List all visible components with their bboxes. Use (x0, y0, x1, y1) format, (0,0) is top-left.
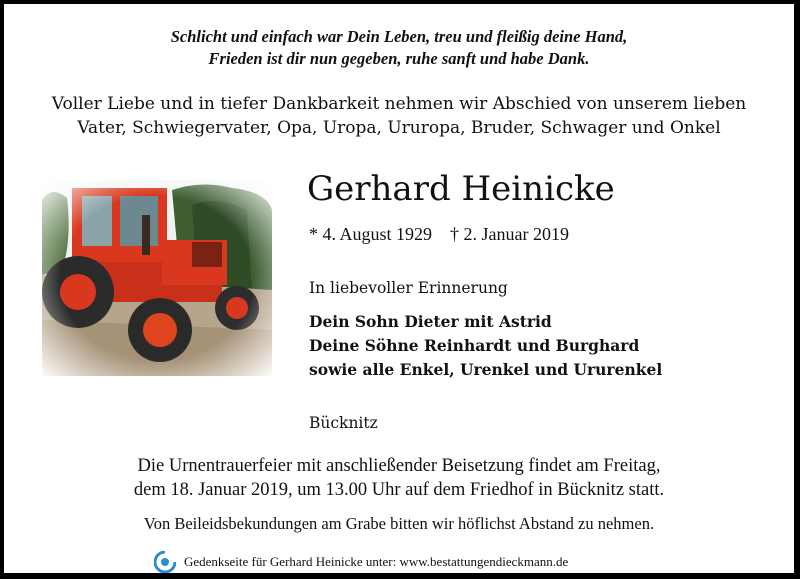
mourners-list (309, 310, 662, 382)
memorial-logo-icon (154, 551, 176, 573)
intro-text (4, 92, 794, 140)
ceremony-notice (4, 454, 794, 502)
ceremony-line-1: Die Urnentrauerfeier mit anschließender Beisetzung findet am Freitag, (137, 456, 661, 476)
mourner-line: Dein Sohn Dieter mit Astrid (309, 312, 552, 331)
footer (154, 551, 568, 573)
memorial-page-link[interactable]: Gedenkseite für Gerhard Heinicke unter: www.bestattungendieckmann.de (184, 554, 569, 569)
intro-line-1: Voller Liebe und in tiefer Dankbarkeit nehmen wir Abschied von unserem lieben (51, 94, 747, 114)
memory-line: In liebevoller Erinnerung (309, 279, 508, 297)
tractor-photo (42, 180, 272, 376)
condolence-note: Von Beileidsbekundungen am Grabe bitten wir höflichst Abstand zu nehmen. (143, 514, 655, 533)
mourner-line: sowie alle Enkel, Urenkel und Ururenkel (309, 360, 663, 379)
verse-line-2: Frieden ist dir nun gegeben, ruhe sanft und habe Dank. (208, 49, 590, 68)
intro-line-2: Vater, Schwiegervater, Opa, Uropa, Ururopa, Bruder, Schwager und Onkel (77, 118, 721, 138)
place-name: Bücknitz (309, 414, 378, 432)
mourner-line: Deine Söhne Reinhardt und Burghard (309, 336, 640, 355)
deceased-name: Gerhard Heinicke (307, 169, 615, 209)
verse-line-1: Schlicht und einfach war Dein Leben, treu und fleißig deine Hand, (170, 27, 628, 46)
ceremony-line-2: dem 18. Januar 2019, um 13.00 Uhr auf dem Friedhof in Bücknitz statt. (133, 480, 665, 500)
life-dates: * 4. August 1929 † 2. Januar 2019 (309, 224, 569, 244)
verse (4, 26, 794, 70)
